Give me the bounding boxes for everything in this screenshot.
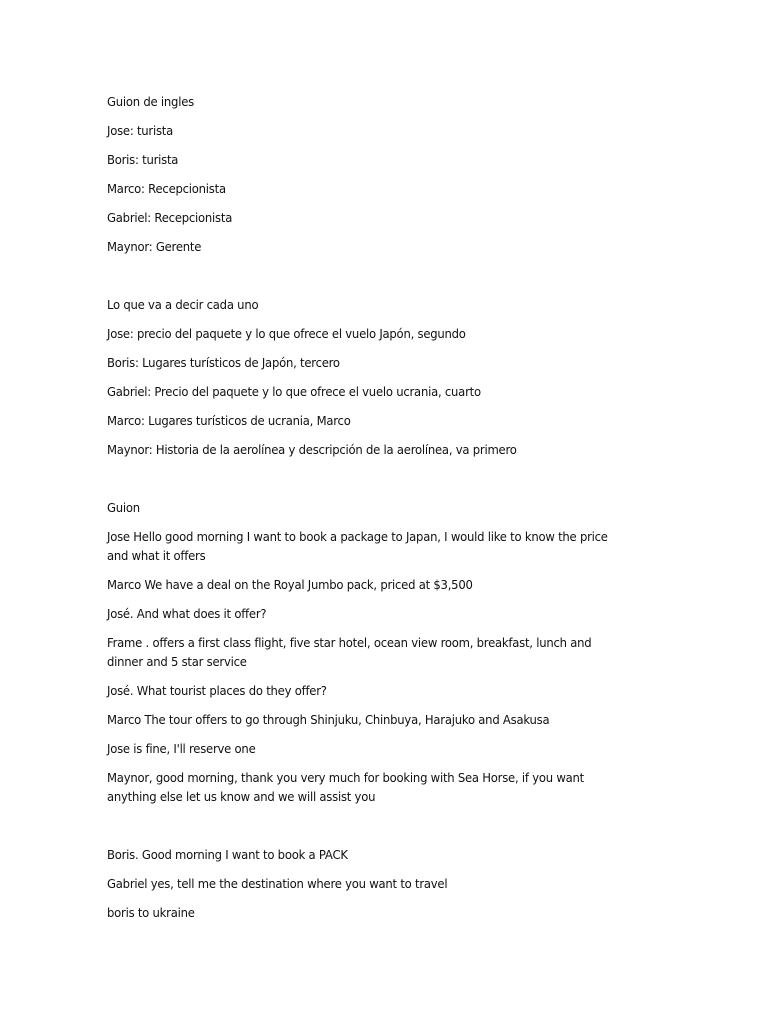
- script-line: Boris. Good morning I want to book a PACK: [107, 847, 348, 862]
- section-title-cast: Guion de ingles: [107, 94, 194, 109]
- section-title-script: Guion: [107, 500, 140, 515]
- cast-line: Jose: turista: [107, 123, 174, 138]
- section-title-roles: Lo que va a decir cada uno: [107, 297, 259, 312]
- script-line: José. What tourist places do they offer?: [107, 683, 327, 698]
- cast-line: Gabriel: Recepcionista: [107, 210, 233, 225]
- script-line: boris to ukraine: [107, 905, 195, 920]
- script-line: José. And what does it offer?: [107, 606, 267, 621]
- role-line: Gabriel: Precio del paquete y lo que ofrece el vuelo ucrania, cuarto: [107, 384, 481, 399]
- role-line: Jose: precio del paquete y lo que ofrece el vuelo Japón, segundo: [107, 326, 466, 341]
- script-line: Jose is fine, I'll reserve one: [107, 741, 256, 756]
- role-line: Maynor: Historia de la aerolínea y descripción de la aerolínea, va primero: [107, 442, 517, 457]
- cast-line: Marco: Recepcionista: [107, 181, 226, 196]
- script-line: Gabriel yes, tell me the destination where you want to travel: [107, 876, 448, 891]
- script-line: Frame . offers a first class flight, five star hotel, ocean view room, breakfast, lunch and dinner and 5 star service: [107, 635, 592, 669]
- script-line: Maynor, good morning, thank you very much for booking with Sea Horse, if you want anything else let us know and we will assist you: [107, 770, 584, 804]
- cast-line: Boris: turista: [107, 152, 179, 167]
- role-line: Boris: Lugares turísticos de Japón, tercero: [107, 355, 340, 370]
- script-line: Jose Hello good morning I want to book a package to Japan, I would like to know the price and what it offers: [107, 529, 608, 563]
- role-line: Marco: Lugares turísticos de ucrania, Marco: [107, 413, 351, 428]
- cast-line: Maynor: Gerente: [107, 239, 202, 254]
- script-line: Marco We have a deal on the Royal Jumbo pack, priced at $3,500: [107, 577, 473, 592]
- script-line: Marco The tour offers to go through Shinjuku, Chinbuya, Harajuko and Asakusa: [107, 712, 550, 727]
